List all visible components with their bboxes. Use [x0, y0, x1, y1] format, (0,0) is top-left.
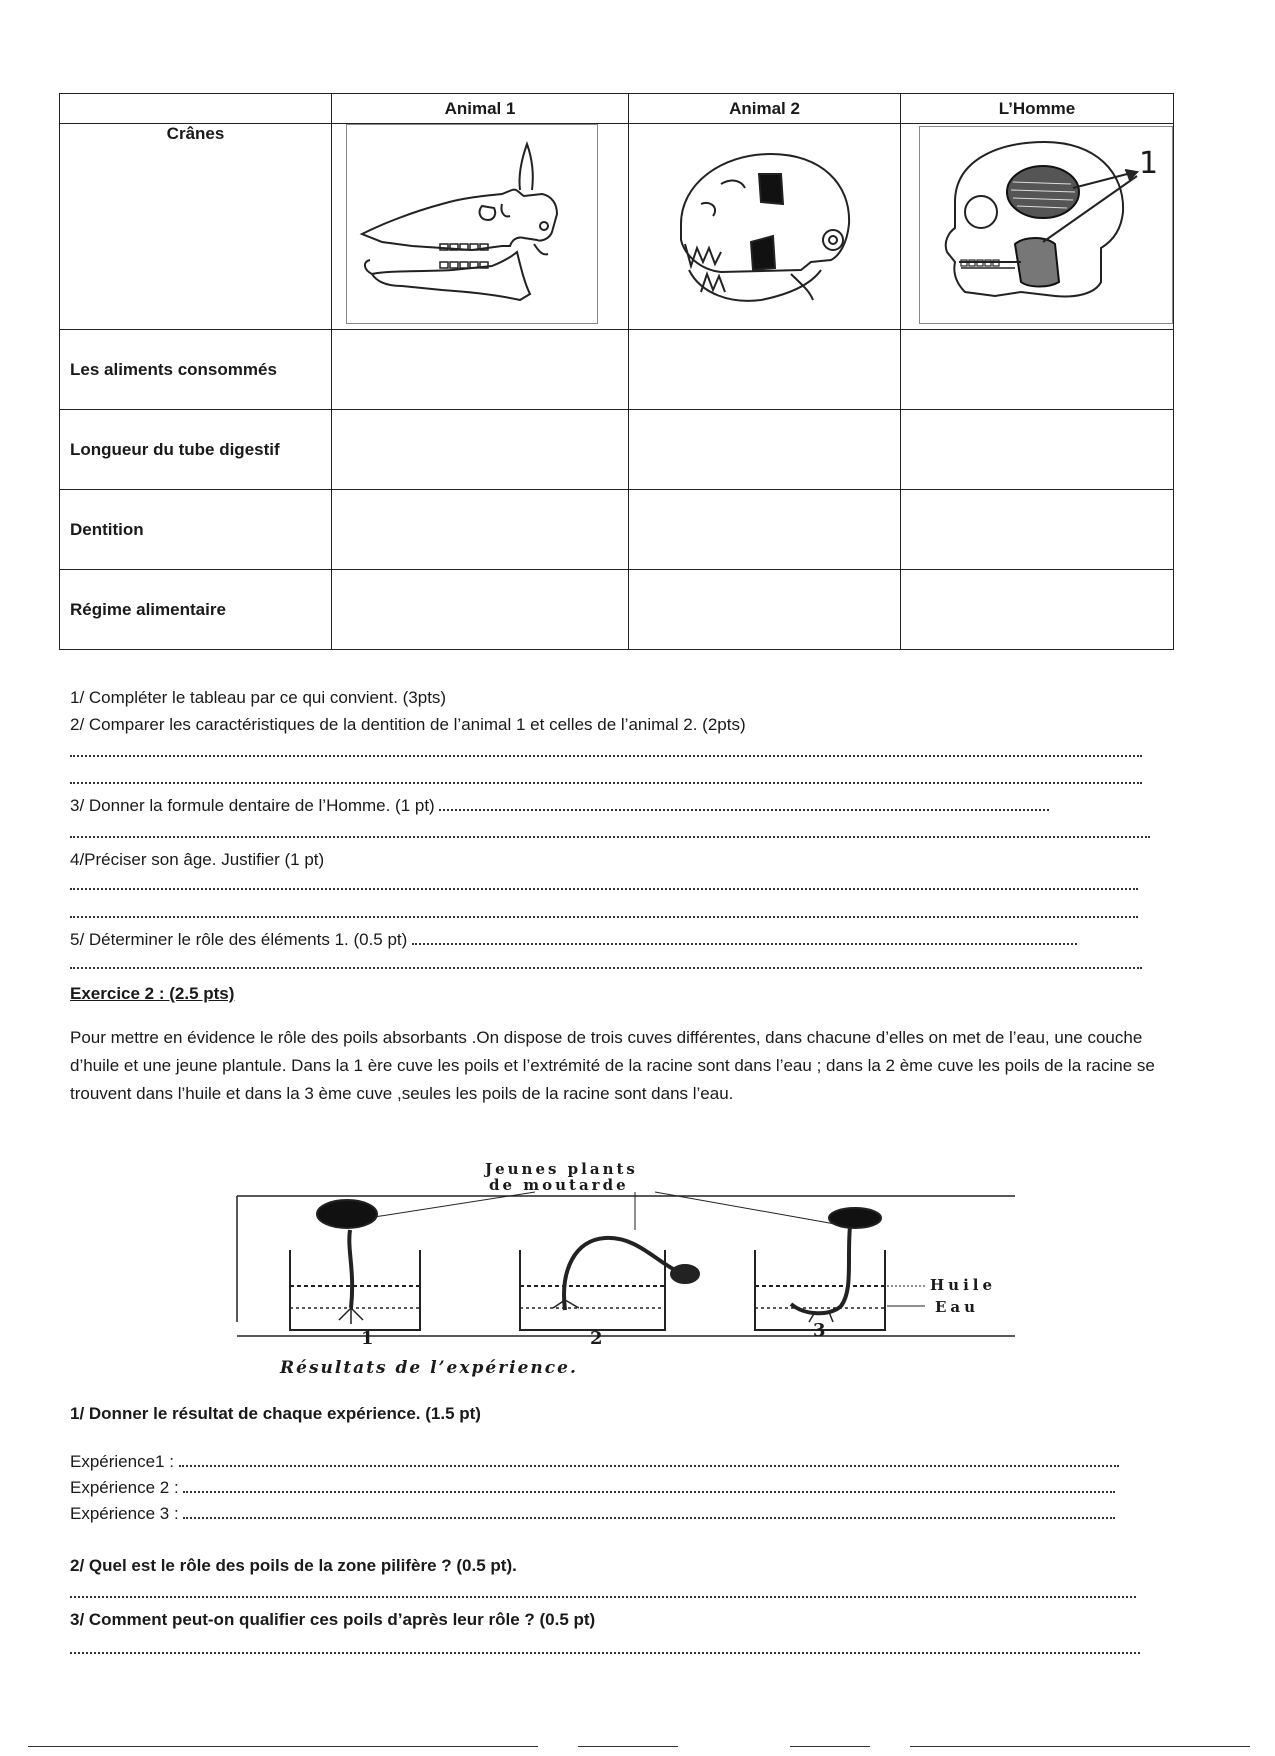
table-row-skulls	[60, 124, 1174, 330]
skull-element-marker: 1	[1139, 146, 1159, 181]
answer-line-ex2-q3[interactable]	[70, 1652, 1140, 1654]
exp3-line	[70, 1504, 1115, 1524]
experience-1-label: Expérience1 :	[70, 1452, 174, 1471]
row-label-diet: Régime alimentaire	[60, 570, 332, 650]
answer-cell-digestive-animal1[interactable]	[332, 410, 629, 490]
answer-cell-foods-animal2[interactable]	[629, 330, 901, 410]
answer-line-q2-a[interactable]	[70, 755, 1142, 757]
table-header-animal1: Animal 1	[332, 94, 629, 124]
answer-line-q4-a[interactable]	[70, 888, 1138, 890]
beaker-1	[290, 1200, 420, 1330]
footer-rule-3	[790, 1746, 870, 1747]
row-label-foods: Les aliments consommés	[60, 330, 332, 410]
ex1-question-3: 3/ Donner la formule dentaire de l’Homme. (1 pt)	[70, 796, 435, 815]
figure-caption-results: Résultats de l’expérience.	[280, 1358, 578, 1378]
ex2-question-2: 2/ Quel est le rôle des poils de la zone pilifère ? (0.5 pt).	[70, 1556, 517, 1575]
experiment-drawing	[235, 1190, 1015, 1340]
skull-comparison-table	[59, 93, 1174, 650]
answer-inline-q5[interactable]	[412, 943, 1077, 945]
herbivore-skull-image	[352, 134, 592, 314]
exp2-line	[70, 1478, 1115, 1498]
footer-rule-4	[910, 1746, 1250, 1747]
table-header-animal2: Animal 2	[629, 94, 901, 124]
table-row-foods	[60, 330, 1174, 410]
figure-label-water: Eau	[935, 1298, 980, 1316]
ex2-question-3: 3/ Comment peut-on qualifier ces poils d’après leur rôle ? (0.5 pt)	[70, 1610, 596, 1629]
ex1-question-1: 1/ Compléter le tableau par ce qui convient. (3pts)	[70, 688, 447, 707]
answer-cell-diet-human[interactable]	[901, 570, 1174, 650]
answer-inline-exp2[interactable]	[183, 1491, 1115, 1493]
skull-cell-human	[901, 124, 1174, 330]
table-header-human: L’Homme	[901, 94, 1174, 124]
experiment-figure	[235, 1160, 1015, 1360]
exercise2-title: Exercice 2 : (2.5 pts)	[70, 984, 235, 1003]
beaker-2	[520, 1238, 699, 1330]
ex1-question-3-line	[70, 796, 1049, 816]
answer-line-q3[interactable]	[70, 836, 1150, 838]
ex1-question-2: 2/ Comparer les caractéristiques de la dentition de l’animal 1 et celles de l’animal 2. (2pts)	[70, 715, 746, 734]
answer-cell-foods-human[interactable]	[901, 330, 1174, 410]
figure-caption-plants: Jeunes plants	[485, 1160, 638, 1178]
table-header-empty	[60, 94, 332, 124]
answer-cell-diet-animal2[interactable]	[629, 570, 901, 650]
answer-line-q5[interactable]	[70, 967, 1142, 969]
skull-cell-animal2	[629, 124, 901, 330]
skull-cell-animal1	[332, 124, 629, 330]
footer-rule-2	[578, 1746, 678, 1747]
ex1-question-5-line	[70, 930, 1077, 950]
carnivore-skull-image	[661, 144, 871, 314]
figure-caption-mustard: de moutarde	[489, 1176, 629, 1194]
exp1-line	[70, 1452, 1119, 1472]
human-skull-image	[925, 132, 1170, 317]
figure-number-2: 2	[590, 1328, 603, 1349]
row-label-dentition: Dentition	[60, 490, 332, 570]
experience-3-label: Expérience 3 :	[70, 1504, 179, 1523]
answer-cell-dentition-animal2[interactable]	[629, 490, 901, 570]
answer-cell-digestive-animal2[interactable]	[629, 410, 901, 490]
beaker-3	[755, 1208, 885, 1330]
figure-number-3: 3	[813, 1320, 826, 1341]
table-row-dentition	[60, 490, 1174, 570]
answer-line-ex2-q2[interactable]	[70, 1596, 1136, 1598]
answer-inline-exp3[interactable]	[183, 1517, 1115, 1519]
answer-cell-dentition-animal1[interactable]	[332, 490, 629, 570]
table-row-diet	[60, 570, 1174, 650]
answer-cell-dentition-human[interactable]	[901, 490, 1174, 570]
figure-label-oil: Huile	[930, 1276, 997, 1294]
answer-line-q4-b[interactable]	[70, 916, 1138, 918]
table-row-digestive-length	[60, 410, 1174, 490]
footer-rule-1	[28, 1746, 538, 1747]
answer-cell-diet-animal1[interactable]	[332, 570, 629, 650]
experience-2-label: Expérience 2 :	[70, 1478, 179, 1497]
table-header-row	[60, 94, 1174, 124]
exercise2-paragraph: Pour mettre en évidence le rôle des poils absorbants .On dispose de trois cuves différentes, dans chacune d’elles on met de l’eau, une couche d’huile et une jeune plantule. Dans la 1 ère cuve les poils et l’extrémité de la racine sont dans l’eau ; dans la 2 ème cuve les poils de la racine se trouvent dans l’huile et dans la 3 ème cuve ,seules les poils de la racine sont dans l’eau.	[70, 1028, 1155, 1103]
figure-number-1: 1	[361, 1328, 374, 1349]
row-label-skulls: Crânes	[60, 124, 332, 330]
ex1-question-4: 4/Préciser son âge. Justifier (1 pt)	[70, 850, 325, 869]
answer-inline-q3[interactable]	[439, 809, 1049, 811]
answer-inline-exp1[interactable]	[179, 1465, 1119, 1467]
ex1-question-5: 5/ Déterminer le rôle des éléments 1. (0.5 pt)	[70, 930, 408, 949]
ex2-question-1: 1/ Donner le résultat de chaque expérience. (1.5 pt)	[70, 1404, 481, 1423]
answer-cell-foods-animal1[interactable]	[332, 330, 629, 410]
answer-line-q2-b[interactable]	[70, 782, 1142, 784]
answer-cell-digestive-human[interactable]	[901, 410, 1174, 490]
row-label-digestive-length: Longueur du tube digestif	[60, 410, 332, 490]
